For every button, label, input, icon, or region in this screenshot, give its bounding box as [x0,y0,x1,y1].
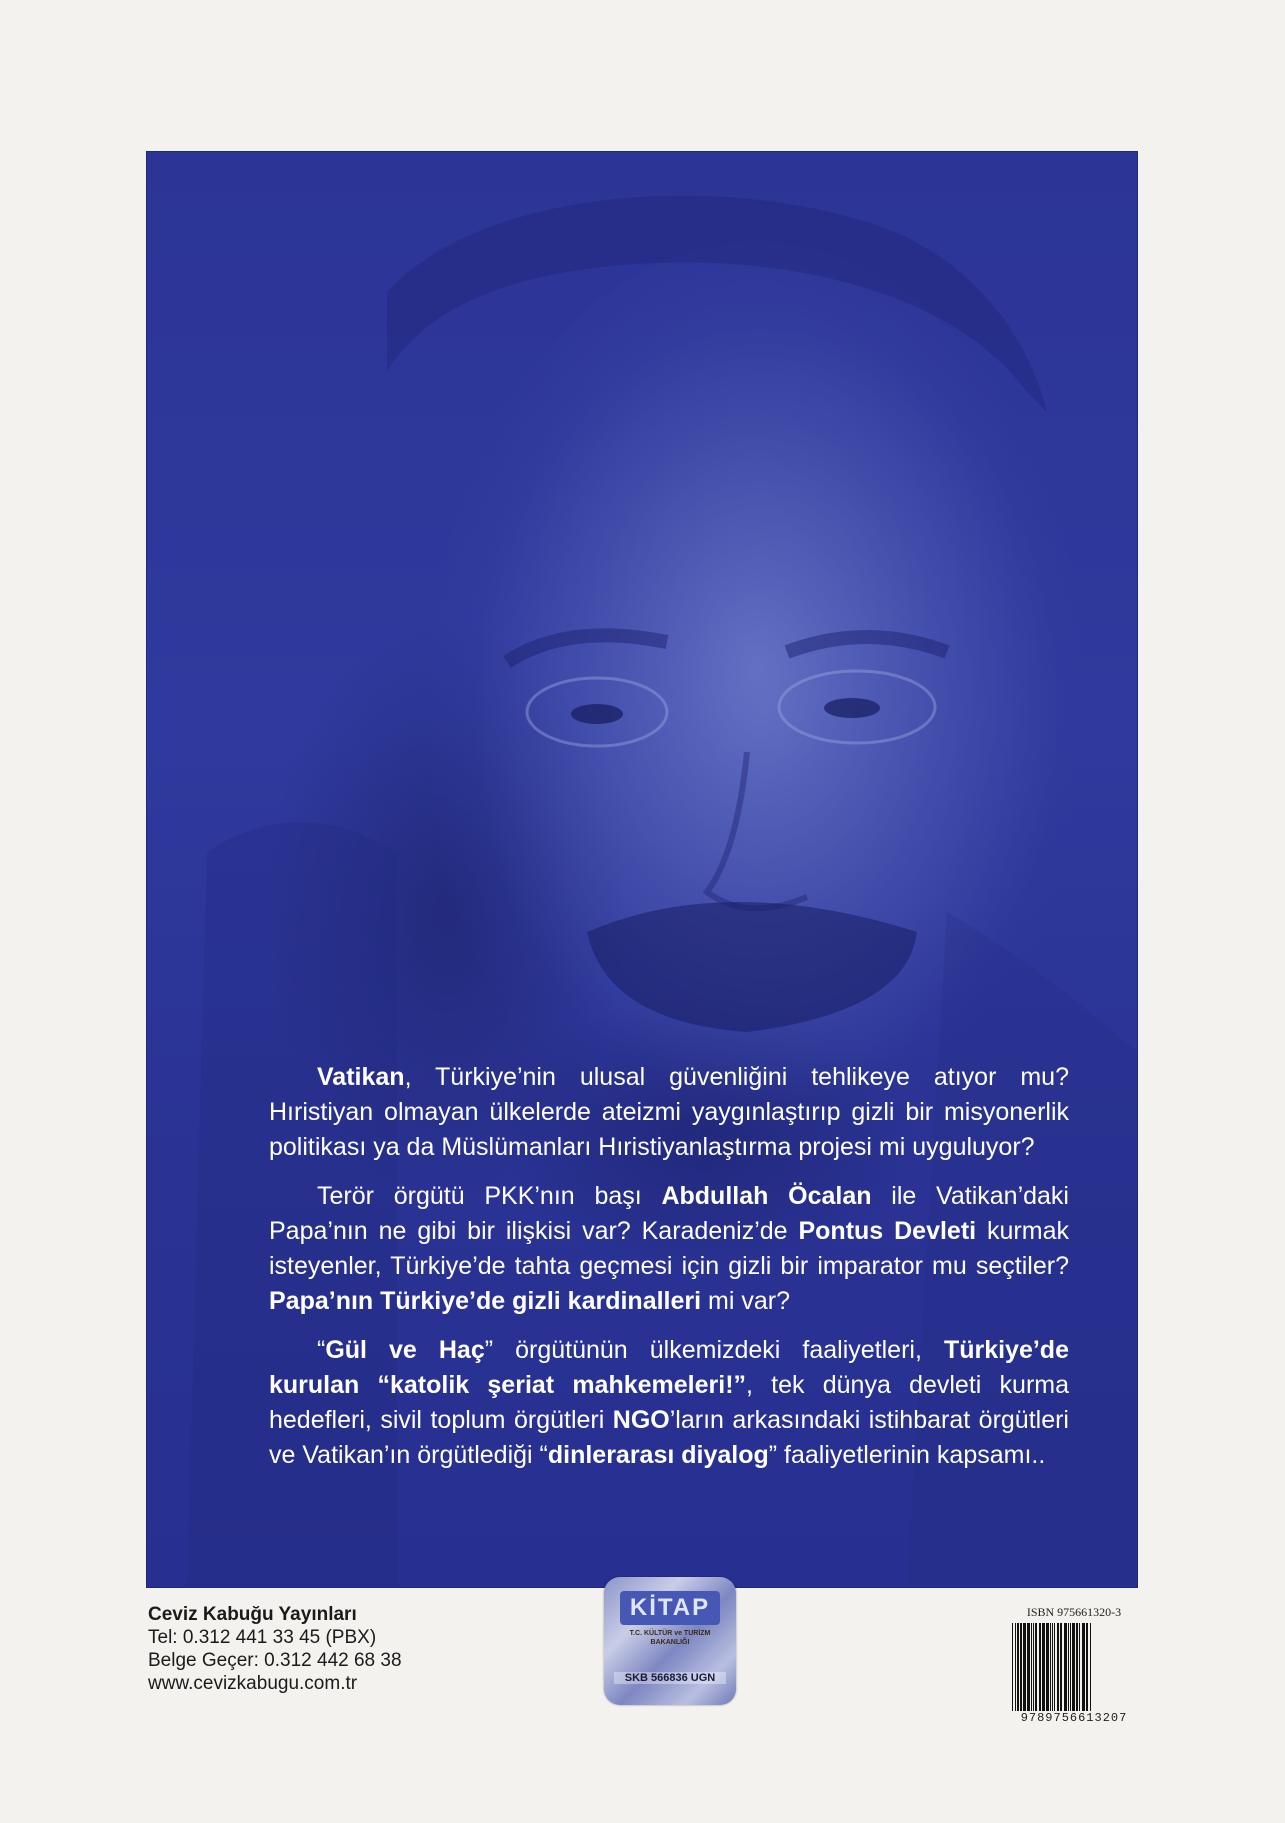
hologram-serial: SKB 566836 UGN [614,1672,726,1684]
barcode-bar [1039,1623,1041,1711]
barcode-bar [1068,1623,1069,1711]
barcode-bar [1060,1623,1062,1711]
barcode-bar [1054,1623,1055,1711]
hologram-logo: KİTAP [620,1591,720,1625]
publisher-info [148,1603,402,1695]
barcode-bar [1020,1623,1022,1711]
blurb-paragraph-1: Vatikan, Türkiye’nin ulusal güvenliğini tehlikeye atıyor mu? Hıristiyan olmayan ülkelerde ateizmi yaygınlaştırıp gizli bir misyonerlik politikası ya da Müslümanları Hıristiyanlaştırma projesi mi uyguluyor? [269,1063,1069,1161]
barcode-bar [1017,1623,1019,1711]
isbn-label: ISBN 975661320-3 [1026,1605,1122,1619]
publisher-name: Ceviz Kabuğu Yayınları [148,1604,357,1625]
barcode-bar [1033,1623,1034,1711]
barcode-icon [1010,1623,1138,1711]
ean-number: 9789756613207 [1020,1711,1128,1725]
barcode-bar [1076,1623,1078,1711]
barcode-bar [1046,1623,1049,1711]
barcode-bar [1052,1623,1053,1711]
barcode-bar [1015,1623,1016,1711]
blurb-paragraph-2: Terör örgütü PKK’nın başı Abdullah Öcalan ile Vatikan’daki Papa’nın ne gibi bir ilişkisi var? Karadeniz’de Pontus Devleti kurmak isteyenler, Türkiye’de tahta geçmesi için gizli bir imparator mu seçtiler? Papa’nın Türkiye’de gizli kardinalleri mi var? [269,1182,1069,1315]
isbn-block [1010,1605,1138,1725]
barcode-bar [1070,1623,1071,1711]
hologram-ministry-text: T.C. KÜLTÜR ve TURİZM BAKANLIĞI [629,1630,711,1646]
barcode-bar [1023,1623,1026,1711]
barcode-bar [1072,1623,1075,1711]
barcode-bar [1031,1623,1032,1711]
barcode-bar [1035,1623,1037,1711]
publisher-website[interactable]: www.cevizkabugu.com.tr [148,1673,358,1694]
barcode-bar [1082,1623,1085,1711]
barcode-bar [1012,1623,1013,1711]
barcode-bar [1050,1623,1051,1711]
blurb-paragraph-3: “Gül ve Haç” örgütünün ülkemizdeki faaliyetleri, Türkiye’de kurulan “katolik şeriat mahkemeleri!”, tek dünya devleti kurma hedefleri, sivil toplum örgütleri NGO’ların arkasındaki istihbarat örgütleri ve Vatikan’ın örgütlediği “dinlerarası diyalog” faaliyetlerinin kapsamı.. [269,1336,1069,1469]
barcode-bar [1079,1623,1080,1711]
publisher-fax: Belge Geçer: 0.312 442 68 38 [148,1650,402,1671]
barcode-bar [1064,1623,1067,1711]
barcode-bar [1027,1623,1030,1711]
barcode-bar [1042,1623,1045,1711]
ministry-hologram-sticker [604,1577,736,1705]
cover-photo-panel [146,151,1138,1588]
publisher-phone: Tel: 0.312 441 33 45 (PBX) [148,1627,377,1648]
barcode-bar [1090,1623,1091,1711]
back-cover-blurb [269,1060,1069,1487]
barcode-bar [1057,1623,1059,1711]
barcode-bar [1086,1623,1088,1711]
